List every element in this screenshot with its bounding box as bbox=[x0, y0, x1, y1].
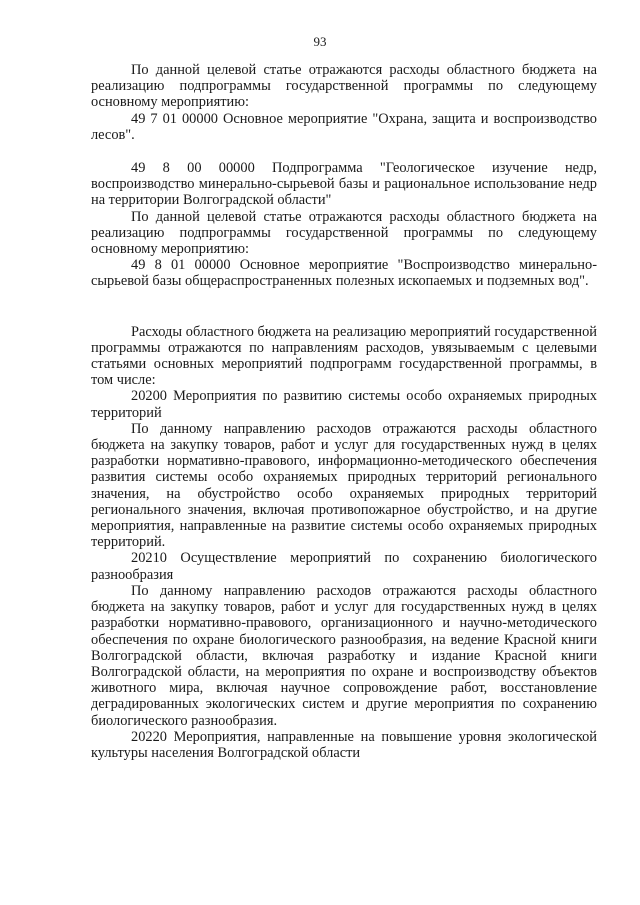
paragraph-target-article-intro-2: По данной целевой статье отражаются расходы областного бюджета на реализацию подпрограммы государственной программы по следующему основному мероприятию: bbox=[91, 208, 597, 258]
paragraph-code-20220: 20220 Мероприятия, направленные на повышение уровня экологической культуры населения Волгоградской области bbox=[91, 728, 597, 761]
paragraph-expenses-intro: Расходы областного бюджета на реализацию мероприятий государственной программы отражаются по направлениям расходов, увязываемым с целевыми статьями основных мероприятий подпрограмм государственной программы, в том числе: bbox=[91, 323, 597, 389]
paragraph-description-20200: По данному направлению расходов отражаются расходы областного бюджета на закупку товаров, работ и услуг для государственных нужд в целях разработки нормативно-правового, информационно-методического обеспечения развития системы особо охраняемых природных территорий регионального значения, на обустройство особо охраняемых природных территорий регионального значения, включая противопожарное обустройство, и на другие мероприятия, направленные на развитие системы особо охраняемых природных территорий. bbox=[91, 420, 597, 551]
paragraph-target-article-intro-1: По данной целевой статье отражаются расходы областного бюджета на реализацию подпрограммы государственной программы по следующему основному мероприятию: bbox=[91, 62, 597, 111]
paragraph-code-20210: 20210 Осуществление мероприятий по сохранению биологического разнообразия bbox=[91, 550, 597, 583]
document-body bbox=[91, 62, 597, 761]
paragraph-main-activity-minerals: 49 8 01 00000 Основное мероприятие "Воспроизводство минерально-сырьевой базы общераспространенных полезных ископаемых и подземных вод". bbox=[91, 257, 597, 290]
paragraph-main-activity-forest: 49 7 01 00000 Основное мероприятие "Охрана, защита и воспроизводство лесов". bbox=[91, 110, 597, 143]
paragraph-description-20210: По данному направлению расходов отражаются расходы областного бюджета на закупку товаров, работ и услуг для государственных нужд в целях разработки нормативно-правового, организационного и научно-методического обеспечения по охране биологического разнообразия, на ведение Красной книги Волгоградской области, включая разработку и издание Красной книги Волгоградской области, на мероприятия по охране и воспроизводству объектов животного мира, включая научное сопровождение работ, восстановление деградированных экологических систем и другие мероприятия по сохранению биологического разнообразия. bbox=[91, 582, 597, 729]
paragraph-subprogram-geology: 49 8 00 00000 Подпрограмма "Геологическое изучение недр, воспроизводство минерально-сырьевой базы и рациональное использование недр на территории Волгоградской области" bbox=[91, 160, 597, 209]
page-number: 93 bbox=[313, 34, 327, 49]
paragraph-code-20200: 20200 Мероприятия по развитию системы особо охраняемых природных территорий bbox=[91, 388, 597, 421]
